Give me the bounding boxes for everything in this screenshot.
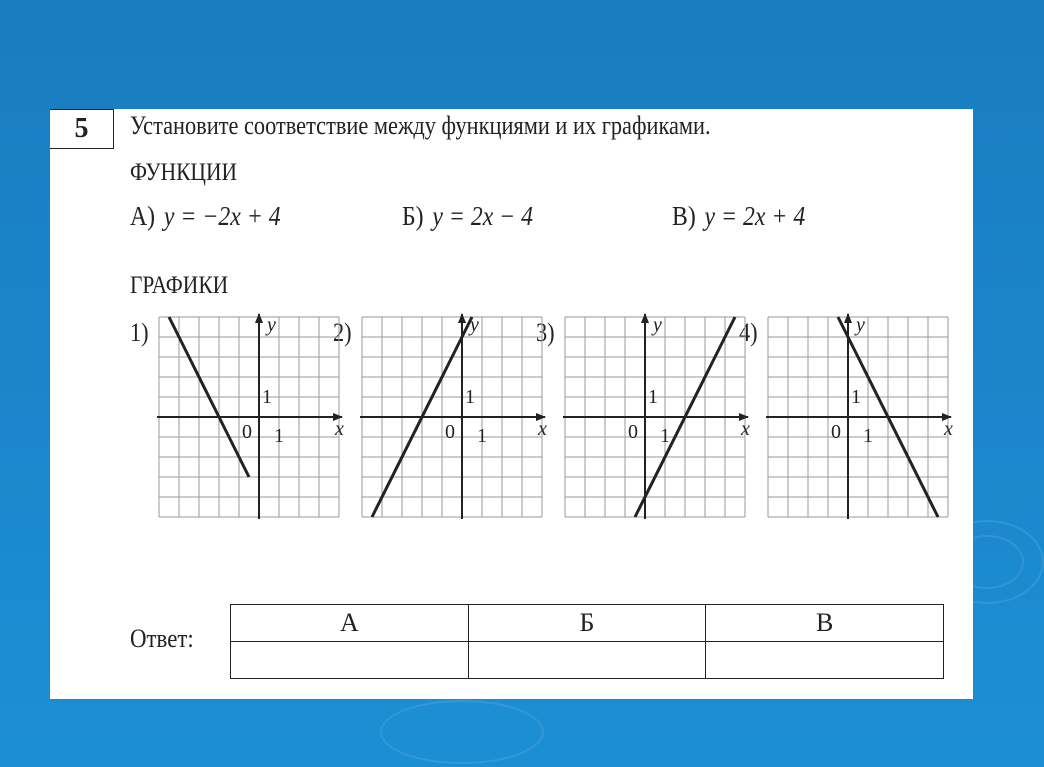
x-axis-label: x	[538, 418, 547, 440]
y-axis-arrow	[641, 313, 649, 323]
origin-label: 0	[242, 421, 252, 443]
answer-cell-b[interactable]	[468, 642, 706, 679]
function-b-label: Б)	[402, 201, 424, 231]
origin-label: 0	[628, 421, 638, 443]
graph-2-label: 2)	[333, 318, 352, 347]
function-b-expression: y = 2x − 4	[432, 201, 534, 231]
task-instruction: Установите соответствие между функциями и их графиками.	[130, 111, 711, 140]
y-axis-label: y	[470, 314, 479, 336]
x-tick-label: 1	[477, 425, 487, 447]
answer-header-c: В	[706, 605, 944, 642]
x-tick-label: 1	[274, 425, 284, 447]
function-c	[672, 201, 805, 232]
graph-3-label: 3)	[536, 318, 555, 347]
functions-heading: ФУНКЦИИ	[130, 159, 238, 186]
answer-input-row	[231, 642, 944, 679]
y-axis-arrow	[255, 313, 263, 323]
y-tick-label: 1	[851, 386, 861, 408]
y-tick-label: 1	[648, 386, 658, 408]
x-tick-label: 1	[863, 425, 873, 447]
origin-label: 0	[445, 421, 455, 443]
graph-1	[154, 312, 344, 570]
function-a	[130, 201, 281, 232]
answer-header-row	[231, 605, 944, 642]
function-b	[402, 201, 533, 232]
y-axis-label: y	[653, 314, 662, 336]
graph-4-label: 4)	[739, 318, 758, 347]
graph-3	[560, 312, 750, 570]
x-tick-label: 1	[660, 425, 670, 447]
answer-table	[230, 604, 944, 679]
graph-1-label: 1)	[130, 318, 149, 347]
x-axis-label: x	[944, 418, 953, 440]
y-axis-arrow	[458, 313, 466, 323]
y-tick-label: 1	[262, 386, 272, 408]
task-sheet	[50, 109, 973, 699]
graph-4	[763, 312, 953, 570]
graph-2	[357, 312, 547, 570]
function-c-expression: y = 2x + 4	[704, 201, 806, 231]
answer-label: Ответ:	[130, 624, 194, 653]
task-number: 5	[50, 109, 114, 149]
y-axis-label: y	[267, 314, 276, 336]
function-a-expression: y = −2x + 4	[163, 201, 281, 231]
graphs-heading: ГРАФИКИ	[130, 272, 229, 299]
answer-cell-a[interactable]	[231, 642, 469, 679]
y-axis-label: y	[856, 314, 865, 336]
y-tick-label: 1	[465, 386, 475, 408]
x-axis-label: x	[335, 418, 344, 440]
decorative-ripple	[380, 700, 544, 764]
answer-header-a: А	[231, 605, 469, 642]
answer-header-b: Б	[468, 605, 706, 642]
y-axis-arrow	[844, 313, 852, 323]
function-c-label: В)	[672, 201, 696, 231]
answer-cell-c[interactable]	[706, 642, 944, 679]
x-axis-label: x	[741, 418, 750, 440]
origin-label: 0	[831, 421, 841, 443]
function-a-label: А)	[130, 201, 156, 231]
